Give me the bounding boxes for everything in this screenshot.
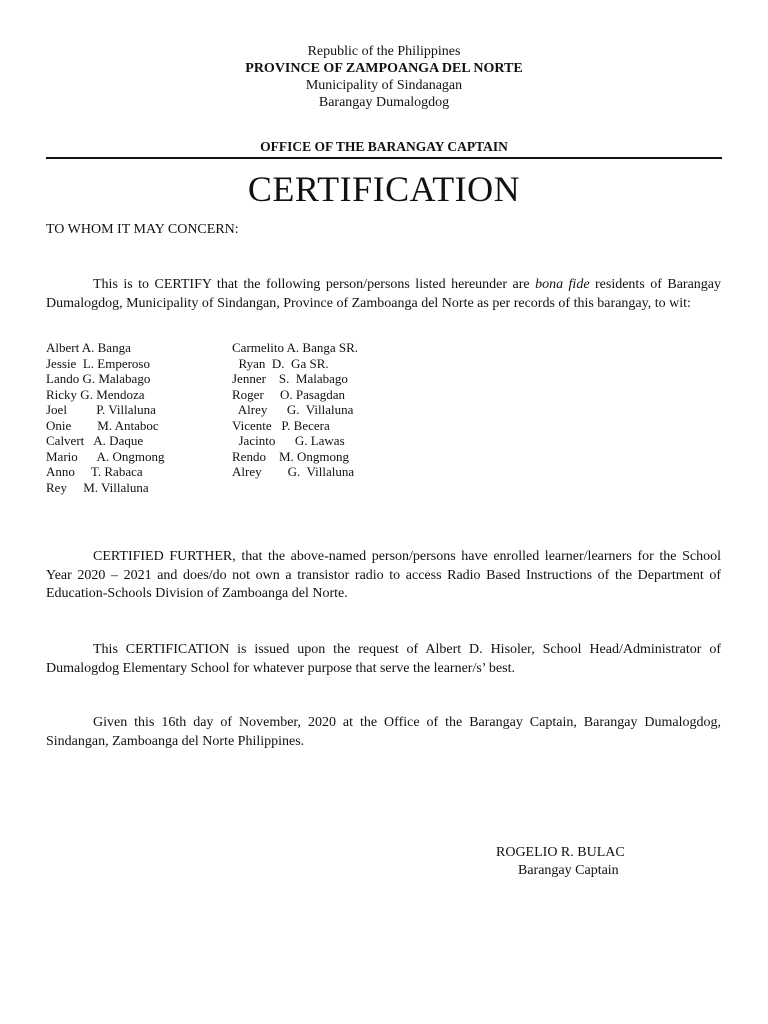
list-item: Lando G. Malabago xyxy=(46,371,151,386)
list-item: Ricky G. Mendoza xyxy=(46,386,145,402)
certified-further-paragraph: CERTIFIED FURTHER, that the above-named person/persons have enrolled learner/learners for the School Year 2020 – 2021 and does/do not own a transistor radio to access Radio Based Instructions of the Department of Education-Schools Division of Zamboanga del Norte. xyxy=(46,549,721,601)
certify-text-before: This is to CERTIFY that the following person/persons listed hereunder are xyxy=(93,277,536,292)
letterhead-municipality: Municipality of Sindanagan xyxy=(305,78,463,93)
list-item: Roger O. Pasagdan xyxy=(232,386,346,402)
list-item: Mario A. Ongmong xyxy=(46,448,165,464)
issuance-paragraph: This CERTIFICATION is issued upon the request of Albert D. Hisoler, School Head/Administrator of Dumalogdog Elementary School for whatever purpose that serve the learner/s’ best. xyxy=(46,642,721,676)
list-item: Rendo M. Ongmong xyxy=(232,448,349,464)
signature-block xyxy=(496,844,625,879)
letterhead-republic: Republic of the Philippines xyxy=(307,44,461,59)
list-item: Albert A. Banga xyxy=(46,340,131,355)
document-title: CERTIFICATION xyxy=(247,169,521,209)
names-column-right xyxy=(232,340,358,480)
certify-text-italic: bona fide xyxy=(535,277,590,292)
letterhead-province: PROVINCE OF ZAMPOANGA DEL NORTE xyxy=(245,61,523,76)
header-divider xyxy=(46,157,722,159)
certify-paragraph xyxy=(46,276,721,313)
list-item: Onie M. Antaboc xyxy=(46,417,159,433)
signatory-name: ROGELIO R. BULAC xyxy=(496,845,625,860)
list-item: Rey M. Villaluna xyxy=(46,479,149,495)
list-item: Anno T. Rabaca xyxy=(46,464,143,479)
letterhead-barangay: Barangay Dumalogdog xyxy=(318,95,450,110)
list-item: Calvert A. Daque xyxy=(46,433,144,448)
list-item: Ryan D. Ga SR. xyxy=(232,355,329,371)
list-item: Joel P. Villaluna xyxy=(46,402,156,417)
names-column-left xyxy=(46,340,164,495)
list-item: Carmelito A. Banga SR. xyxy=(232,340,359,355)
list-item: Jessie L. Emperoso xyxy=(46,355,150,371)
list-item: Jenner S. Malabago xyxy=(232,371,348,386)
signatory-role: Barangay Captain xyxy=(518,862,619,878)
given-date-paragraph: Given this 16th day of November, 2020 at the Office of the Barangay Captain, Barangay Dumalogdog, Sindangan, Zamboanga del Norte Philippines. xyxy=(46,715,721,749)
office-heading: OFFICE OF THE BARANGAY CAPTAIN xyxy=(260,139,508,154)
certify-text-after: residents of Barangay Dumalogdog, Municipality of Sindangan, Province of Zamboanga del Norte as per records of this barangay, to wit: xyxy=(46,277,721,311)
salutation: TO WHOM IT MAY CONCERN: xyxy=(46,222,239,237)
list-item: Alrey G. Villaluna xyxy=(232,464,355,479)
list-item: Jacinto G. Lawas xyxy=(232,433,345,448)
list-item: Vicente P. Becera xyxy=(232,417,330,433)
letterhead xyxy=(0,43,768,111)
list-item: Alrey G. Villaluna xyxy=(232,402,354,417)
